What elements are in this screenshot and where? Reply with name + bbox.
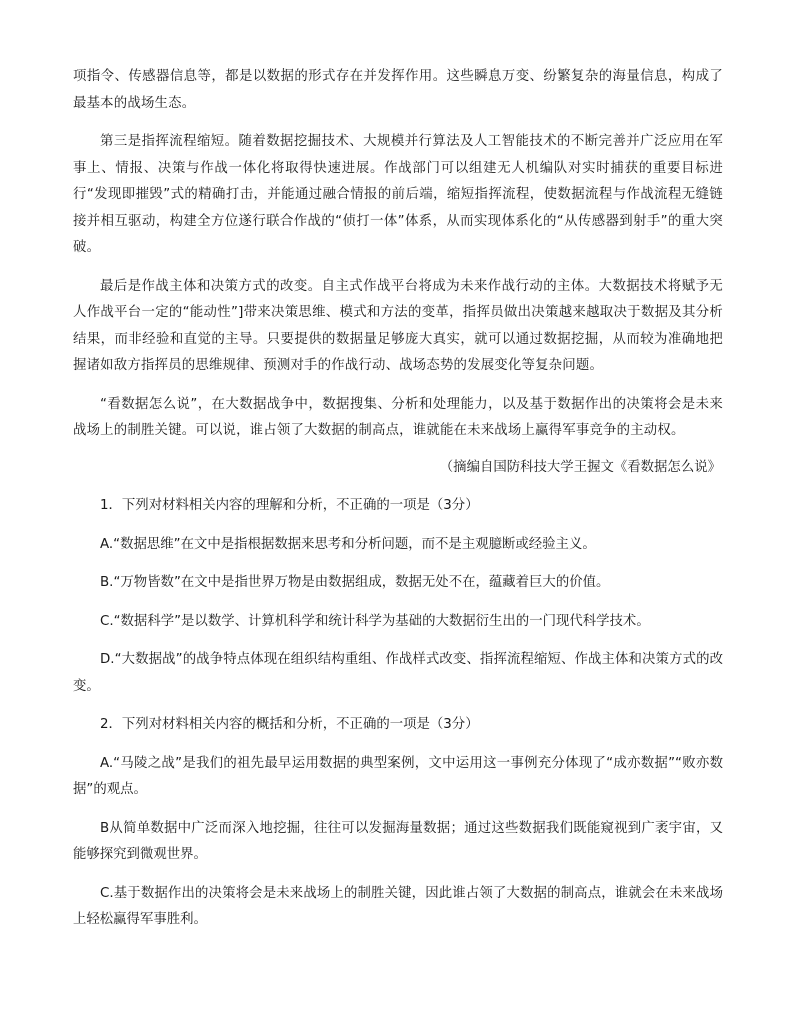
document-page (73, 64, 723, 934)
paragraph-conclusion: “看数据怎么说”，在大数据战争中，数据搜集、分析和处理能力，以及基于数据作出的决策将会是未来战场上的制胜关键。可以说，谁占领了大数据的制高点，谁就能在未来战场上赢得军事竞争的主动权。 (73, 396, 723, 438)
question-stem: 1．下列对材料相关内容的理解和分析，不正确的一项是（3分） (100, 498, 479, 513)
option-d: D.“大数据战”的战争特点体现在组织结构重组、作战样式改变、指挥流程缩短、作战主体和决策方式的改变。 (73, 652, 723, 694)
question-2 (73, 712, 723, 934)
paragraph-continuation: 项指令、传感器信息等，都是以数据的形式存在并发挥作用。这些瞬息万变、纷繁复杂的海量信息，构成了最基本的战场生态。 (73, 69, 723, 111)
paragraph-decision-change: 最后是作战主体和决策方式的改变。自主式作战平台将成为未来作战行动的主体。大数据技术将赋予无人作战平台一定的“能动性”]带来决策思维、模式和方法的变革，指挥员做出决策越来越取决于数据及其分析结果，而非经验和直觉的主导。只要提供的数据量足够庞大真实，就可以通过数据挖掘，从而较为准确地把握诸如敌方指挥员的思维规律、预测对手的作战行动、战场态势的发展变化等复杂问题。 (73, 278, 723, 373)
option-a: A.“马陵之战”是我们的祖先最早运用数据的典型案例，文中运用这一事例充分体现了“成亦数据”“败亦数据”的观点。 (73, 755, 723, 797)
option-b: B.“万物皆数”在文中是指世界万物是由数据组成，数据无处不在，蕴藏着巨大的价值。 (100, 575, 610, 590)
question-1 (73, 493, 723, 700)
option-c: C.基于数据作出的决策将会是未来战场上的制胜关键，因此谁占领了大数据的制高点，谁就会在未来战场上轻松赢得军事胜利。 (73, 885, 723, 927)
option-c: C.“数据科学”是以数学、计算机科学和统计科学为基础的大数据衍生出的一门现代科学技术。 (100, 613, 650, 629)
option-a: A.“数据思维”在文中是指根据数据来思考和分析问题，而不是主观臆断或经验主义。 (100, 536, 596, 552)
source-citation: （摘编自国防科技大学王握文《看数据怎么说》 (439, 459, 721, 475)
question-stem: 2．下列对材料相关内容的概括和分析，不正确的一项是（3分） (100, 717, 479, 732)
paragraph-command-flow: 第三是指挥流程缩短。随着数据挖掘技术、大规模并行算法及人工智能技术的不断完善并广泛应用在军事上、情报、决策与作战一体化将取得快速进展。作战部门可以组建无人机编队对实时捕获的重要目标进行“发现即摧毁”式的精确打击，并能通过融合情报的前后端，缩短指挥流程，使数据流程与作战流程无缝链接并相互驱动，构建全方位遂行联合作战的“侦打一体”体系，从而实现体系化的“从传感器到射手”的重大突破。 (73, 134, 723, 255)
option-b: B从简单数据中广泛而深入地挖掘，往往可以发掘海量数据；通过这些数据我们既能窥视到广袤宇宙，又能够探究到微观世界。 (73, 820, 723, 862)
